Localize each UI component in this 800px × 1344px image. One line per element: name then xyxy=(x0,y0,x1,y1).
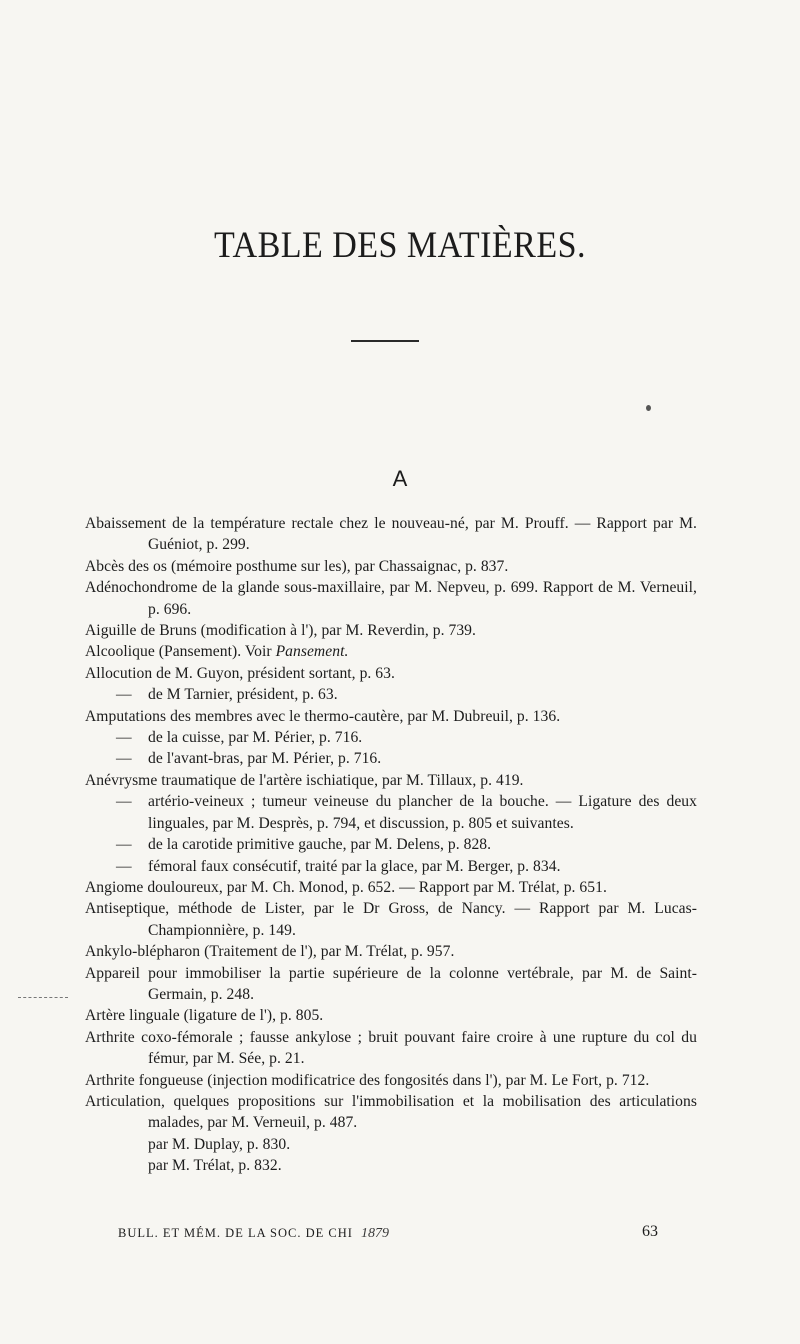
index-entry: Amputations des membres avec le thermo-cautère, par M. Dubreuil, p. 136. xyxy=(85,707,561,725)
ditto-dash: — xyxy=(116,857,132,875)
index-entry: Aiguille de Bruns (modification à l'), par M. Reverdin, p. 739. xyxy=(85,622,476,640)
index-continuation: par M. Trélat, p. 832. xyxy=(148,1157,282,1175)
ditto-dash: — xyxy=(116,836,132,854)
index-subentry: — de l'avant-bras, par M. Périer, p. 716. xyxy=(101,748,697,769)
page-number: 63 xyxy=(642,1223,658,1240)
index-subentry: — artério-veineux ; tumeur veineuse du plancher de la bouche. — Ligature des deux linguales, par M. Desprès, p. 794, et discussion, p. 805 et suivantes. xyxy=(116,793,697,832)
index-entry: Antiseptique, méthode de Lister, par le Dr Gross, de Nancy. — Rapport par M. Lucas-Championnière, p. 149. xyxy=(85,900,697,939)
page-footer xyxy=(118,1223,658,1242)
ditto-dash: — xyxy=(116,793,132,811)
index-subentry: — de la carotide primitive gauche, par M. Delens, p. 828. xyxy=(101,834,697,855)
ditto-dash: — xyxy=(116,686,132,704)
index-subentry: — de la cuisse, par M. Périer, p. 716. xyxy=(101,727,697,748)
journal-signature: BULL. ET MÉM. DE LA SOC. DE CHI xyxy=(118,1226,353,1240)
index-entry: Arthrite fongueuse (injection modificatrice des fongosités dans l'), par M. Le Fort, p. 712. xyxy=(85,1071,650,1089)
index-subentry: — fémoral faux consécutif, traité par la glace, par M. Berger, p. 834. xyxy=(101,856,697,877)
index-entry: Angiome douloureux, par M. Ch. Monod, p. 652. — Rapport par M. Trélat, p. 651. xyxy=(85,878,607,896)
title-rule xyxy=(351,340,419,342)
index-entry: Appareil pour immobiliser la partie supérieure de la colonne vertébrale, par M. de Saint-Germain, p. 248. xyxy=(85,964,697,1003)
page-title: TABLE DES MATIÈRES. xyxy=(214,225,586,266)
index-entries xyxy=(85,513,697,1177)
ink-speck xyxy=(646,405,651,411)
index-entry: Articulation, quelques propositions sur l'immobilisation et la mobilisation des articulations malades, par M. Verneuil, p. 487. xyxy=(85,1092,697,1132)
index-continuation: par M. Duplay, p. 830. xyxy=(148,1135,291,1153)
index-entry: Ankylo-blépharon (Traitement de l'), par M. Trélat, p. 957. xyxy=(85,943,455,961)
margin-mark xyxy=(18,997,68,1000)
index-entry: Alcoolique (Pansement). Voir Pansement. xyxy=(85,643,349,661)
index-entry: Abcès des os (mémoire posthume sur les), par Chassaignac, p. 837. xyxy=(85,557,509,575)
index-entry: Anévrysme traumatique de l'artère ischiatique, par M. Tillaux, p. 419. xyxy=(85,771,524,789)
ditto-dash: — xyxy=(116,750,132,768)
index-subentry: — de M Tarnier, président, p. 63. xyxy=(101,684,697,705)
section-letter: A xyxy=(392,466,408,491)
index-entry: Adénochondrome de la glande sous-maxillaire, par M. Nepveu, p. 699. Rapport de M. Verneuil, p. 696. xyxy=(85,579,697,618)
handwritten-year: 1879 xyxy=(360,1226,389,1241)
index-entry: Artère linguale (ligature de l'), p. 805. xyxy=(85,1007,324,1025)
index-entry: Arthrite coxo-fémorale ; fausse ankylose ; bruit pouvant faire croire à une rupture du col du fémur, par M. Sée, p. 21. xyxy=(85,1028,697,1068)
ditto-dash: — xyxy=(116,729,132,747)
italic-reference: Pansement. xyxy=(275,643,349,661)
index-entry: Abaissement de la température rectale chez le nouveau-né, par M. Prouff. — Rapport par M. Guéniot, p. 299. xyxy=(85,515,697,554)
index-entry: Allocution de M. Guyon, président sortant, p. 63. xyxy=(85,664,395,682)
